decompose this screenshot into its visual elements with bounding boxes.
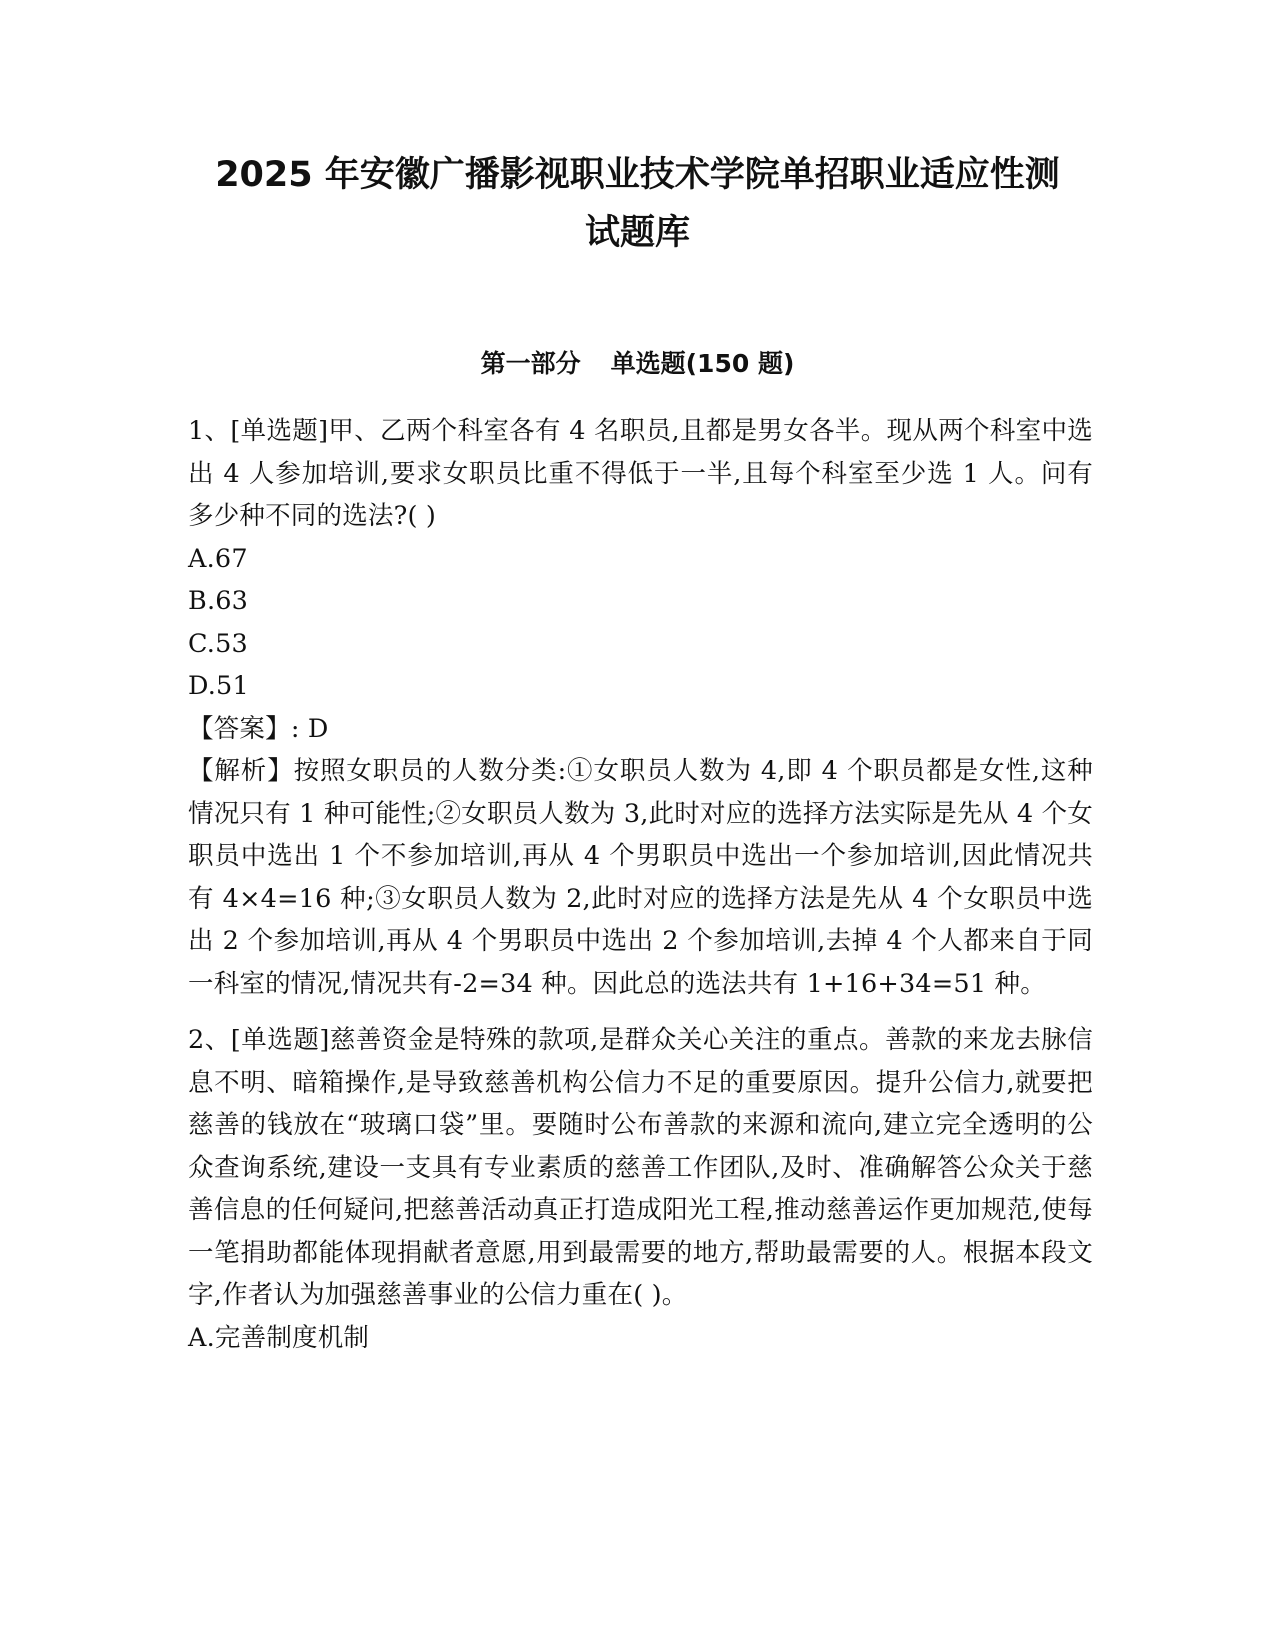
answer-label: 【答案】: [188, 713, 291, 744]
document-body: [188, 410, 1093, 1359]
answer-line: [188, 708, 1093, 751]
section-heading: [150, 346, 1125, 382]
question-2: [188, 1019, 1093, 1359]
question-stem: 2、[单选题]慈善资金是特殊的款项,是群众关心关注的重点。善款的来龙去脉信息不明、暗箱操作,是导致慈善机构公信力不足的重要原因。提升公信力,就要把慈善的钱放在“玻璃口袋”里。要随时公布善款的来源和流向,建立完全透明的公众查询系统,建设一支具有专业素质的慈善工作团队,及时、准确解答公众关于慈善信息的任何疑问,把慈善活动真正打造成阳光工程,推动慈善运作更加规范,使每一笔捐助都能体现捐献者意愿,用到最需要的地方,帮助最需要的人。根据本段文字,作者认为加强慈善事业的公信力重在( )。: [188, 1025, 1093, 1310]
option-d: D.51: [188, 671, 249, 701]
document-title-line-2: 试题库: [584, 213, 690, 253]
analysis-label: 【解析】: [188, 756, 294, 786]
option-a: A.完善制度机制: [188, 1322, 370, 1353]
analysis-paragraph: [188, 750, 1093, 1005]
question-stem: 1、[单选题]甲、乙两个科室各有 4 名职员,且都是男女各半。现从两个科室中选出 4 人参加培训,要求女职员比重不得低于一半,且每个科室至少选 1 人。问有多少种不同的选法?( ): [188, 416, 1093, 531]
section-name: 单选题(150 题): [610, 349, 795, 378]
question-1: [188, 410, 1093, 1005]
option-b: B.63: [188, 586, 249, 616]
document-title-line-1: 2025 年安徽广播影视职业技术学院单招职业适应性测: [215, 155, 1060, 195]
analysis-text: 按照女职员的人数分类:①女职员人数为 4,即 4 个职员都是女性,这种情况只有 1 种可能性;②女职员人数为 3,此时对应的选择方法实际是先从 4 个女职员中选出 1 个不参加培训,再从 4 个男职员中选出一个参加培训,因此情况共有 4×4=16 种;③女职员人数为 2,此时对应的选择方法是先从 4 个女职员中选出 2 个参加培训,再从 4 个男职员中选出 2 个参加培训,去掉 4 个人都来自于同一科室的情况,情况共有-2=34 种。因此总的选法共有 1+16+34=51 种。: [188, 756, 1093, 999]
document-title: [150, 146, 1125, 262]
answer-value: : D: [290, 713, 329, 744]
option-a: A.67: [188, 543, 248, 574]
section-part: 第一部分: [480, 349, 581, 378]
option-c: C.53: [188, 628, 248, 659]
